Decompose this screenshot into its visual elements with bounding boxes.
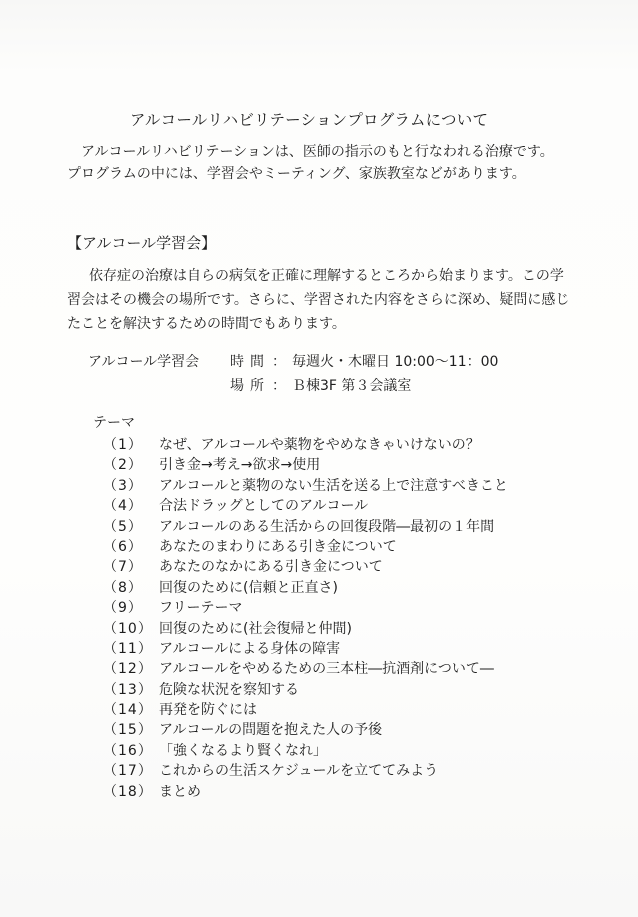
theme-number: （8） bbox=[103, 579, 143, 596]
theme-title: 引き金→考え→欲求→使用 bbox=[159, 457, 321, 474]
theme-item bbox=[93, 435, 480, 455]
theme-item bbox=[93, 578, 338, 598]
theme-number: （1） bbox=[103, 437, 143, 453]
schedule-place-colon: ： bbox=[272, 378, 286, 394]
schedule-place-key: 場所 bbox=[230, 378, 270, 394]
theme-item bbox=[93, 619, 352, 639]
theme-number: （10） bbox=[103, 620, 153, 637]
theme-title: あなたのまわりにある引き金について bbox=[159, 538, 397, 555]
theme-item bbox=[93, 741, 327, 761]
theme-number: （14） bbox=[103, 702, 153, 719]
themes-block bbox=[93, 411, 508, 802]
theme-number: （12） bbox=[103, 661, 153, 678]
theme-number: （16） bbox=[103, 742, 153, 759]
theme-item bbox=[93, 598, 243, 618]
theme-title: なぜ、アルコールや薬物をやめなきゃいけないの？ bbox=[159, 437, 480, 453]
theme-item bbox=[93, 557, 383, 577]
section-heading: 【アルコール学習会】 bbox=[67, 234, 217, 252]
theme-item bbox=[93, 537, 397, 557]
theme-number: （2） bbox=[103, 457, 143, 474]
section-body-text: 依存症の治療は自らの病気を正確に理解するところから始まります。この学習会はその機会の場所です。さらに、学習された内容をさらに深め、疑問に感じたことを解決するための時間でもあります。 bbox=[67, 268, 570, 332]
theme-title: これからの生活スケジュールを立ててみよう bbox=[159, 763, 439, 780]
schedule-time-key: 時間 bbox=[230, 354, 270, 370]
theme-number: （6） bbox=[103, 538, 143, 555]
theme-title: 再発を防ぐには bbox=[159, 702, 257, 719]
theme-number: （18） bbox=[103, 783, 153, 800]
theme-item bbox=[93, 761, 439, 781]
schedule-place-value: Ｂ棟3F 第３会議室 bbox=[292, 378, 412, 394]
theme-number: （11） bbox=[103, 640, 153, 657]
theme-number: （3） bbox=[103, 477, 143, 494]
schedule-time-value: 毎週火・木曜日 10:00～11：00 bbox=[292, 354, 499, 370]
theme-title: アルコールの問題を抱えた人の予後 bbox=[159, 722, 383, 739]
intro-paragraph bbox=[67, 141, 587, 185]
theme-title: アルコールをやめるための三本柱―抗酒剤について― bbox=[159, 661, 494, 678]
theme-item bbox=[93, 517, 495, 537]
theme-item bbox=[93, 700, 257, 720]
schedule-time-colon: ： bbox=[272, 354, 286, 370]
theme-item bbox=[93, 455, 321, 475]
theme-title: アルコールのある生活からの回復段階―最初の１年間 bbox=[159, 518, 495, 535]
theme-title: 危険な状況を察知する bbox=[159, 681, 299, 698]
theme-title: あなたのなかにある引き金について bbox=[159, 559, 383, 576]
theme-list bbox=[93, 435, 508, 802]
theme-number: （5） bbox=[103, 518, 143, 535]
theme-title: 合法ドラッグとしてのアルコール bbox=[159, 498, 369, 515]
document-title: アルコールリハビリテーションプログラムについて bbox=[129, 111, 489, 129]
theme-title: アルコールと薬物のない生活を送る上で注意すべきこと bbox=[159, 477, 508, 494]
schedule-label: アルコール学習会 bbox=[88, 354, 200, 370]
theme-title: フリーテーマ bbox=[159, 600, 243, 617]
theme-number: （13） bbox=[103, 681, 153, 698]
theme-title: 「強くなるより賢くなれ」 bbox=[159, 742, 327, 759]
theme-number: （7） bbox=[103, 559, 143, 576]
section-body bbox=[67, 264, 573, 336]
theme-item bbox=[93, 476, 508, 496]
intro-line-1: アルコールリハビリテーションは、医師の指示のもと行なわれる治療です。 bbox=[81, 144, 554, 160]
theme-title: 回復のために(社会復帰と仲間) bbox=[159, 620, 352, 637]
themes-heading: テーマ bbox=[93, 415, 135, 431]
theme-item bbox=[93, 496, 369, 516]
theme-item bbox=[93, 659, 494, 679]
theme-number: （9） bbox=[103, 600, 143, 617]
theme-title: アルコールによる身体の障害 bbox=[159, 640, 341, 657]
intro-line-2: プログラムの中には、学習会やミーティング、家族教室などがあります。 bbox=[67, 166, 526, 182]
theme-item bbox=[93, 782, 201, 802]
theme-title: まとめ bbox=[159, 783, 201, 800]
theme-number: （4） bbox=[103, 498, 143, 515]
theme-item bbox=[93, 680, 299, 700]
theme-number: （17） bbox=[103, 763, 153, 780]
theme-title: 回復のために(信頼と正直さ) bbox=[159, 579, 338, 596]
theme-item bbox=[93, 720, 383, 740]
theme-number: （15） bbox=[103, 722, 153, 739]
theme-item bbox=[93, 639, 341, 659]
